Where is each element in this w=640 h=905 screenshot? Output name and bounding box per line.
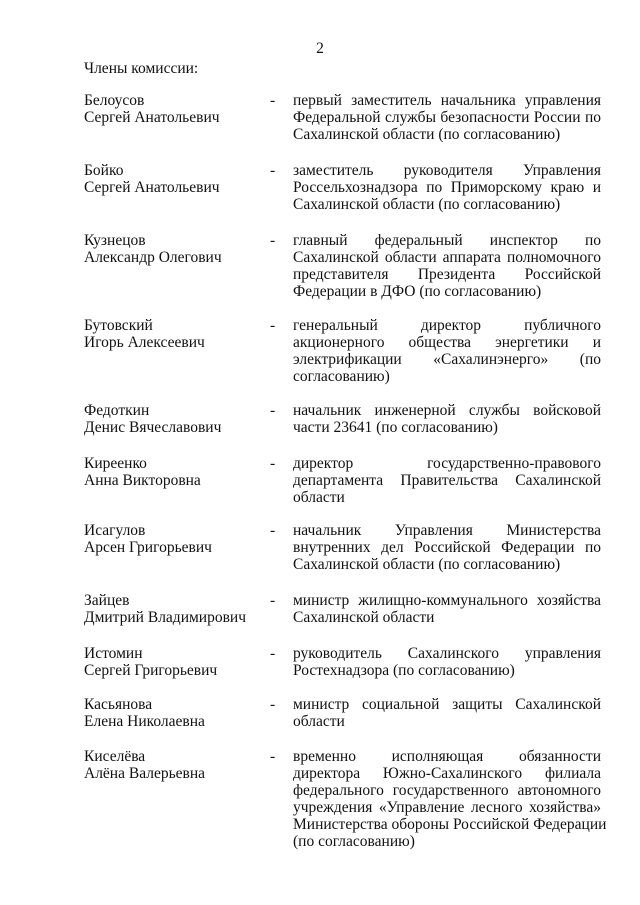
- role-line: согласованию): [293, 368, 390, 385]
- role-line: первый заместитель начальника управления: [293, 92, 601, 109]
- role-line: руководитель Сахалинского управления: [293, 645, 601, 662]
- role-line: временно исполняющая обязанности: [293, 748, 601, 765]
- member-surname: Киселёва: [84, 748, 146, 765]
- role-line: представителя Президента Российской: [293, 266, 601, 283]
- dash-separator: -: [270, 522, 276, 539]
- member-role: [293, 522, 601, 573]
- member-role: [293, 645, 601, 679]
- member-surname: Касьянова: [84, 696, 153, 713]
- dash-separator: -: [270, 317, 276, 334]
- role-line: федерального государственного автономного: [293, 782, 601, 799]
- member-surname: Бутовский: [84, 317, 153, 334]
- role-line: электрификации «Сахалинэнерго» (по: [293, 351, 601, 368]
- member-name: [84, 592, 264, 626]
- role-line: Министерства обороны Российской Федерации: [293, 816, 607, 833]
- role-line: департамента Правительства Сахалинской: [293, 472, 601, 489]
- member-role: [293, 92, 601, 143]
- member-name: [84, 232, 264, 266]
- role-line: Сахалинской области аппарата полномочного: [293, 249, 601, 266]
- member-role: [293, 455, 601, 506]
- member-name: [84, 162, 264, 196]
- member-surname: Зайцев: [84, 592, 130, 609]
- member-given-names: Дмитрий Владимирович: [84, 609, 247, 626]
- dash-separator: -: [270, 92, 276, 109]
- member-surname: Бойко: [84, 162, 124, 179]
- member-given-names: Анна Викторовна: [84, 472, 201, 489]
- role-line: (по согласованию): [293, 833, 415, 850]
- role-line: Сахалинской области (по согласованию): [293, 126, 561, 143]
- member-name: [84, 317, 264, 351]
- page-number: 2: [316, 40, 324, 57]
- dash-separator: -: [270, 696, 276, 713]
- member-name: [84, 645, 264, 679]
- dash-separator: -: [270, 402, 276, 419]
- role-line: директора Южно-Сахалинского филиала: [293, 765, 601, 782]
- member-given-names: Арсен Григорьевич: [84, 539, 212, 556]
- member-name: [84, 455, 264, 489]
- role-line: главный федеральный инспектор по: [293, 232, 601, 249]
- role-line: Федеральной службы безопасности России по: [293, 109, 601, 126]
- role-line: заместитель руководителя Управления: [293, 162, 601, 179]
- dash-separator: -: [270, 748, 276, 765]
- dash-separator: -: [270, 455, 276, 472]
- dash-separator: -: [270, 232, 276, 249]
- member-role: [293, 592, 601, 626]
- member-given-names: Денис Вячеславович: [84, 419, 222, 436]
- role-line: генеральный директор публичного: [293, 317, 601, 334]
- section-heading: Члены комиссии:: [84, 60, 199, 77]
- role-line: акционерного общества энергетики и: [293, 334, 601, 351]
- role-line: Федерации в ДФО (по согласованию): [293, 283, 542, 300]
- member-name: [84, 92, 264, 126]
- role-line: области: [293, 489, 345, 506]
- member-surname: Киреенко: [84, 455, 147, 472]
- role-line: Россельхознадзора по Приморскому краю и: [293, 179, 601, 196]
- member-surname: Исагулов: [84, 522, 146, 539]
- member-surname: Белоусов: [84, 92, 145, 109]
- role-line: внутренних дел Российской Федерации по: [293, 539, 601, 556]
- member-role: [293, 748, 607, 850]
- member-role: [293, 232, 601, 300]
- member-role: [293, 317, 601, 385]
- member-name: [84, 402, 264, 436]
- member-given-names: Сергей Григорьевич: [84, 662, 218, 679]
- member-surname: Кузнецов: [84, 232, 146, 249]
- dash-separator: -: [270, 592, 276, 609]
- role-line: Ростехнадзора (по согласованию): [293, 662, 515, 679]
- role-line: Сахалинской области: [293, 609, 435, 626]
- role-line: части 23641 (по согласованию): [293, 419, 498, 436]
- member-given-names: Сергей Анатольевич: [84, 109, 220, 126]
- member-surname: Федоткин: [84, 402, 150, 419]
- member-name: [84, 748, 264, 782]
- role-line: Сахалинской области (по согласованию): [293, 196, 561, 213]
- role-line: учреждения «Управление лесного хозяйства»: [293, 799, 601, 816]
- member-given-names: Александр Олегович: [84, 249, 222, 266]
- role-line: начальник инженерной службы войсковой: [293, 402, 601, 419]
- member-given-names: Сергей Анатольевич: [84, 179, 220, 196]
- member-surname: Истомин: [84, 645, 143, 662]
- role-line: начальник Управления Министерства: [293, 522, 601, 539]
- member-given-names: Елена Николаевна: [84, 713, 205, 730]
- role-line: министр жилищно-коммунального хозяйства: [293, 592, 601, 609]
- member-given-names: Игорь Алексеевич: [84, 334, 205, 351]
- member-role: [293, 696, 601, 730]
- member-role: [293, 402, 601, 436]
- dash-separator: -: [270, 162, 276, 179]
- member-given-names: Алёна Валерьевна: [84, 765, 206, 782]
- role-line: министр социальной защиты Сахалинской: [293, 696, 601, 713]
- member-name: [84, 696, 264, 730]
- member-role: [293, 162, 601, 213]
- role-line: Сахалинской области (по согласованию): [293, 556, 561, 573]
- member-name: [84, 522, 264, 556]
- dash-separator: -: [270, 645, 276, 662]
- role-line: директор государственно-правового: [293, 455, 601, 472]
- role-line: области: [293, 713, 345, 730]
